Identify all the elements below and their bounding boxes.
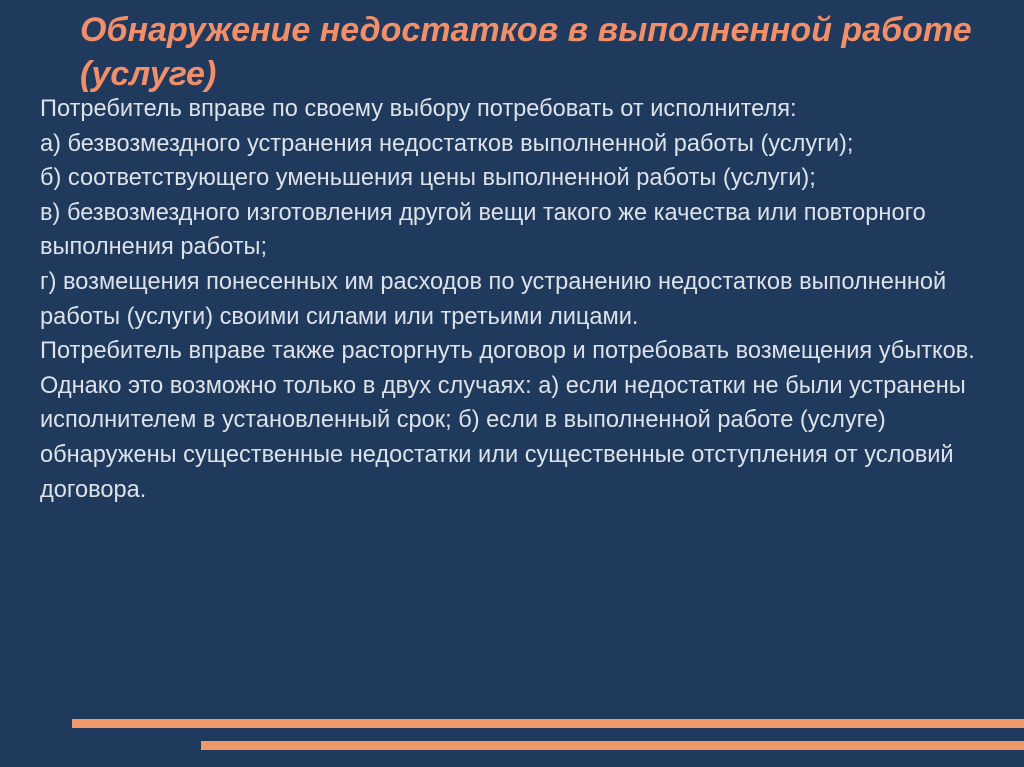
paragraph-termination: Потребитель вправе также расторгнуть договор и потребовать возмещения убытков. Однако это возможно только в двух случаях: а) если недостатки не были устранены исполнителем в установленный срок; б) если в выполненной работе (услуге) обнаружены существенные недостатки или существенные отступления от условий договора. bbox=[40, 338, 975, 503]
list-item-v: в) безвозмездного изготовления другой вещи такого же качества или повторного выполнения работы; bbox=[40, 199, 926, 261]
accent-bar-lower bbox=[201, 741, 1024, 750]
slide-body bbox=[40, 92, 990, 507]
list-item-g: г) возмещения понесенных им расходов по устранению недостатков выполненной работы (услуги) своими силами или третьими лицами. bbox=[40, 268, 947, 330]
list-item-a: а) безвозмездного устранения недостатков выполненной работы (услуги); bbox=[40, 130, 854, 157]
list-item-b: б) соответствующего уменьшения цены выполненной работы (услуги); bbox=[40, 165, 816, 192]
paragraph-intro: Потребитель вправе по своему выбору потребовать от исполнителя: bbox=[40, 96, 797, 122]
slide-title: Обнаружение недостатков в выполненной работе (услуге) bbox=[80, 11, 972, 93]
accent-bar-upper bbox=[72, 719, 1024, 728]
